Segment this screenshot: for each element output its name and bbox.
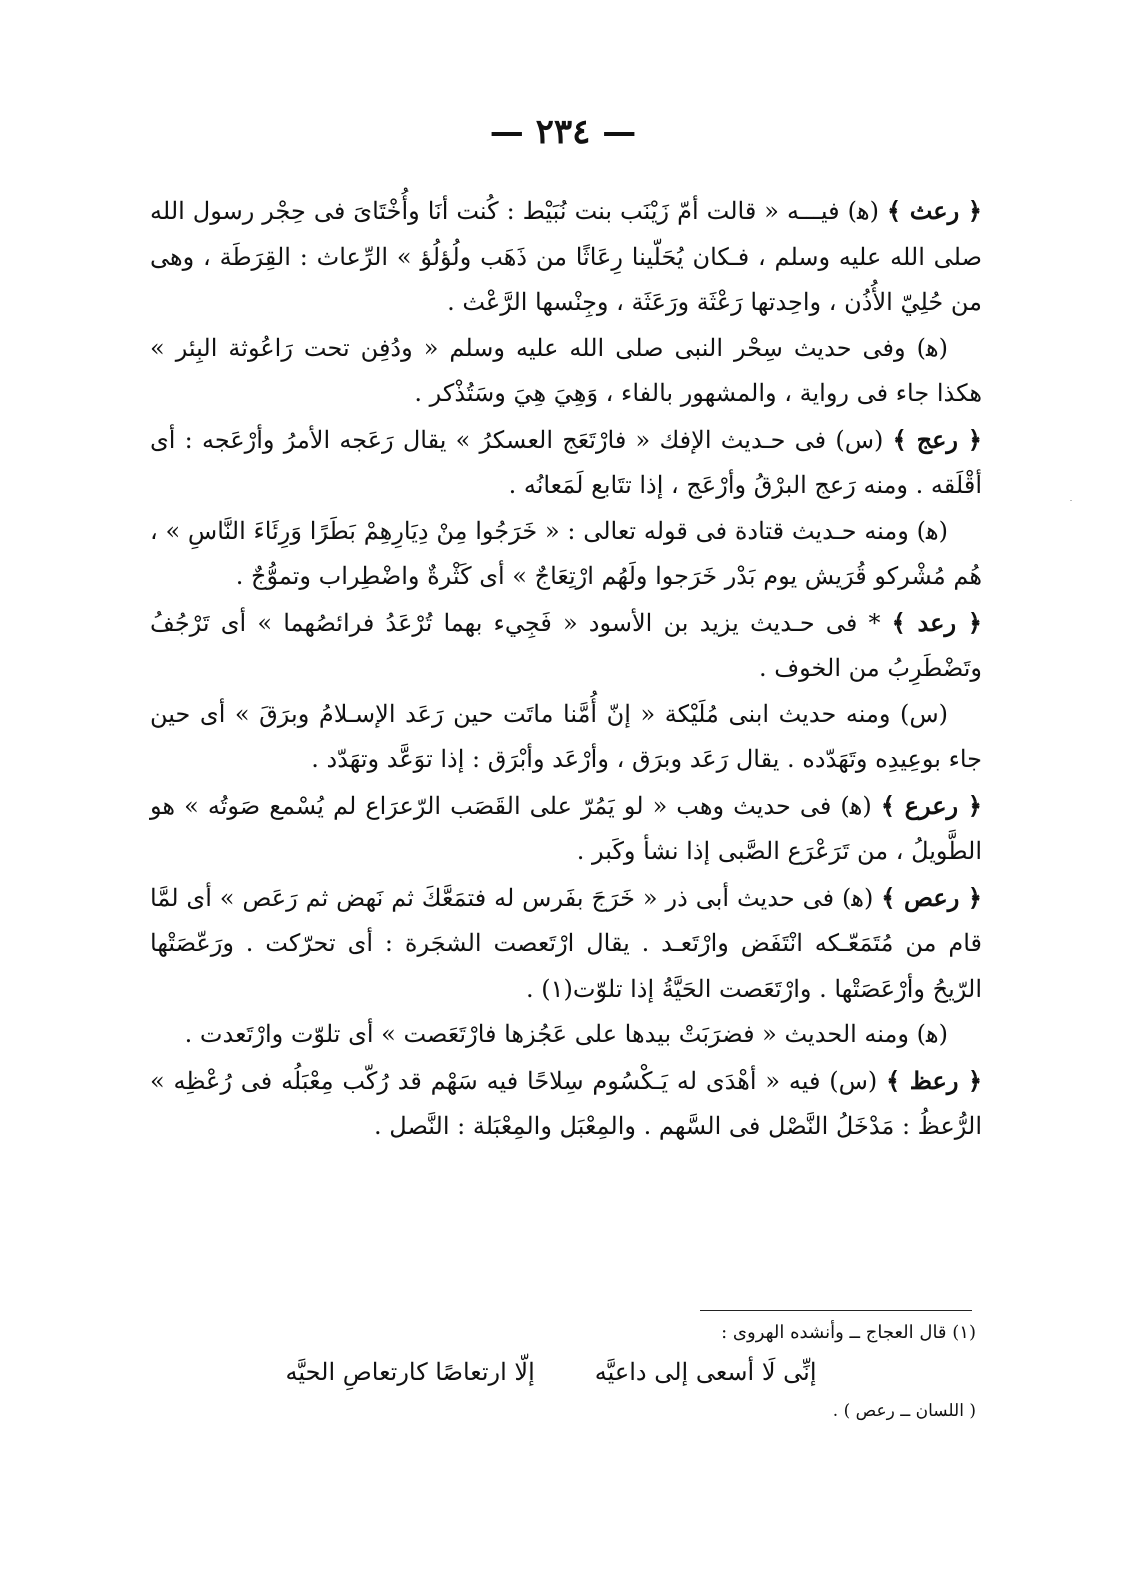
paragraph-text: (ﻫ) وفى حديث سِحْر النبى صلى الله عليه وسلم « ودُفِن تحت رَاعُوثة البِئر » هكذا جاء فى رواية ، والمشهور بالفاء ، وَهِيَ هِيَ وسَتُذْكر . bbox=[150, 333, 982, 407]
footnote-intro: (١) قال العجاج ــ وأنشده الهروى : bbox=[721, 1322, 976, 1343]
paragraph bbox=[150, 692, 982, 783]
entry-heading: ﴿ رعرع ﴾ bbox=[880, 790, 982, 820]
verse-second-hemistich: إلّا ارتعاصًا كارتعاصِ الحيَّه bbox=[285, 1358, 535, 1386]
paragraph bbox=[150, 326, 982, 417]
paragraph bbox=[150, 600, 982, 692]
paragraph bbox=[150, 417, 982, 509]
paragraph bbox=[150, 1058, 982, 1150]
entry-heading: ﴿ رعد ﴾ bbox=[891, 607, 982, 637]
entry-heading: ﴿ رعظ ﴾ bbox=[886, 1065, 983, 1095]
paragraph-text: (ﻫ) فى حديث أبى ذر « خَرَجَ بفَرس له فتمَعَّكَ ثم نَهض ثم رَعَص » أى لمَّا قام من مُتَمَعّـكه انْتَفَض وارْتَعـد . يقال ارْتَعصت الشجَرة : أى تحرّكت . ورَعّصَتْها الرّيحُ وأرْعَصَتْها . وارْتَعَصت الحَيَّةُ إذا تلوّت(١) . bbox=[150, 883, 982, 1003]
scan-speck bbox=[1070, 500, 1072, 501]
paragraph-text: (س) ومنه حديث ابنى مُلَيْكة « إنّ أُمَّنا ماتَت حين رَعَد الإسـلامُ وبرَقَ » أى حين جاء بوعِيدِه وتَهَدّده . يقال رَعَد وبرَق ، وأرْعَد وأبْرَق : إذا توَعَّد وتهَدّد . bbox=[150, 699, 982, 773]
footnote-divider bbox=[700, 1310, 972, 1311]
entry-heading: ﴿ رعص ﴾ bbox=[881, 882, 982, 912]
paragraph bbox=[150, 188, 982, 326]
paragraph-text: (ﻫ) فى حديث وهب « لو يَمُرّ على القَصَب الرّعرَاع لم يُسْمع صَوتُه » هو الطَّويلُ ، من تَرَعْرَع الصَّبى إذا نشأ وكَبر . bbox=[150, 791, 982, 865]
paragraph-text: (س) فيه « أهْدَى له يَـكْسُوم سِلاحًا فيه سَهْم قد رُكّب مِعْبَلُه فى رُعْظِه » الرُّعظُ : مَدْخَلُ النَّصْل فى السَّهم . والمِعْبَل والمِعْبَلة : النَّصل . bbox=[150, 1066, 982, 1140]
footnote-source: ( اللسان ــ رعص ) . bbox=[832, 1401, 976, 1421]
paragraph bbox=[150, 509, 982, 600]
paragraph bbox=[150, 783, 982, 875]
paragraph-text: (ﻫ) ومنه الحديث « فضرَبَتْ بيدها على عَجُزها فارْتَعَصت » أى تلوّت وارْتَعدت . bbox=[184, 1020, 948, 1048]
paragraph-text: * فى حـديث يزيد بن الأسود « فَجِيء بهما تُرْعَدُ فرائصُهما » أى تَرْجُفُ وتَضْطَرِبُ من الخوف . bbox=[150, 608, 982, 682]
paragraph-text: (ﻫ) ومنه حـديث قتادة فى قوله تعالى : « خَرَجُوا مِنْ دِيَارِهِمْ بَطَرًا وَرِئَاءَ النَّاسِ » ، هُم مُشْركو قُرَيش يوم بَدْر خَرَجوا ولَهُم ارْتِعَاجٌ » أى كَثْرةٌ واضْطِراب وتموُّجٌ . bbox=[150, 516, 982, 590]
footnote-verse bbox=[150, 1350, 982, 1394]
verse-first-hemistich: إنِّى لَا أسعى إلى داعيَّه bbox=[594, 1358, 817, 1386]
footnotes bbox=[150, 1316, 982, 1428]
paragraph-text: (ﻫ) فيـــه « قالت أمّ زَيْنَب بنت نُبَيْط : كُنت أنَا وأُخْتَاىَ فى حِجْر رسول الله صلى الله عليه وسلم ، فـكان يُحَلّينا رِعَاثًا من ذَهَب ولُؤلُؤ » الرِّعاث : القِرَطَة ، وهى من حُلِيّ الأُذُن ، واحِدتها رَعْثَة ورَعَثَة ، وجِنْسها الرَّعْث . bbox=[150, 197, 982, 316]
page-number: — ٢٣٤ — bbox=[489, 112, 637, 152]
paragraph bbox=[150, 1012, 982, 1058]
paragraph bbox=[150, 875, 982, 1013]
paragraph-text: (س) فى حـديث الإفك « فارْتَعَج العسكرُ » يقال رَعَجه الأمرُ وأرْعَجه : أى أقْلَقه . ومنه رَعج البرْقُ وأرْعَج ، إذا تتَابع لَمَعانُه . bbox=[150, 425, 982, 499]
main-text bbox=[150, 188, 982, 1150]
entry-heading: ﴿ رعث ﴾ bbox=[886, 196, 982, 225]
entry-heading: ﴿ رعج ﴾ bbox=[892, 424, 982, 454]
